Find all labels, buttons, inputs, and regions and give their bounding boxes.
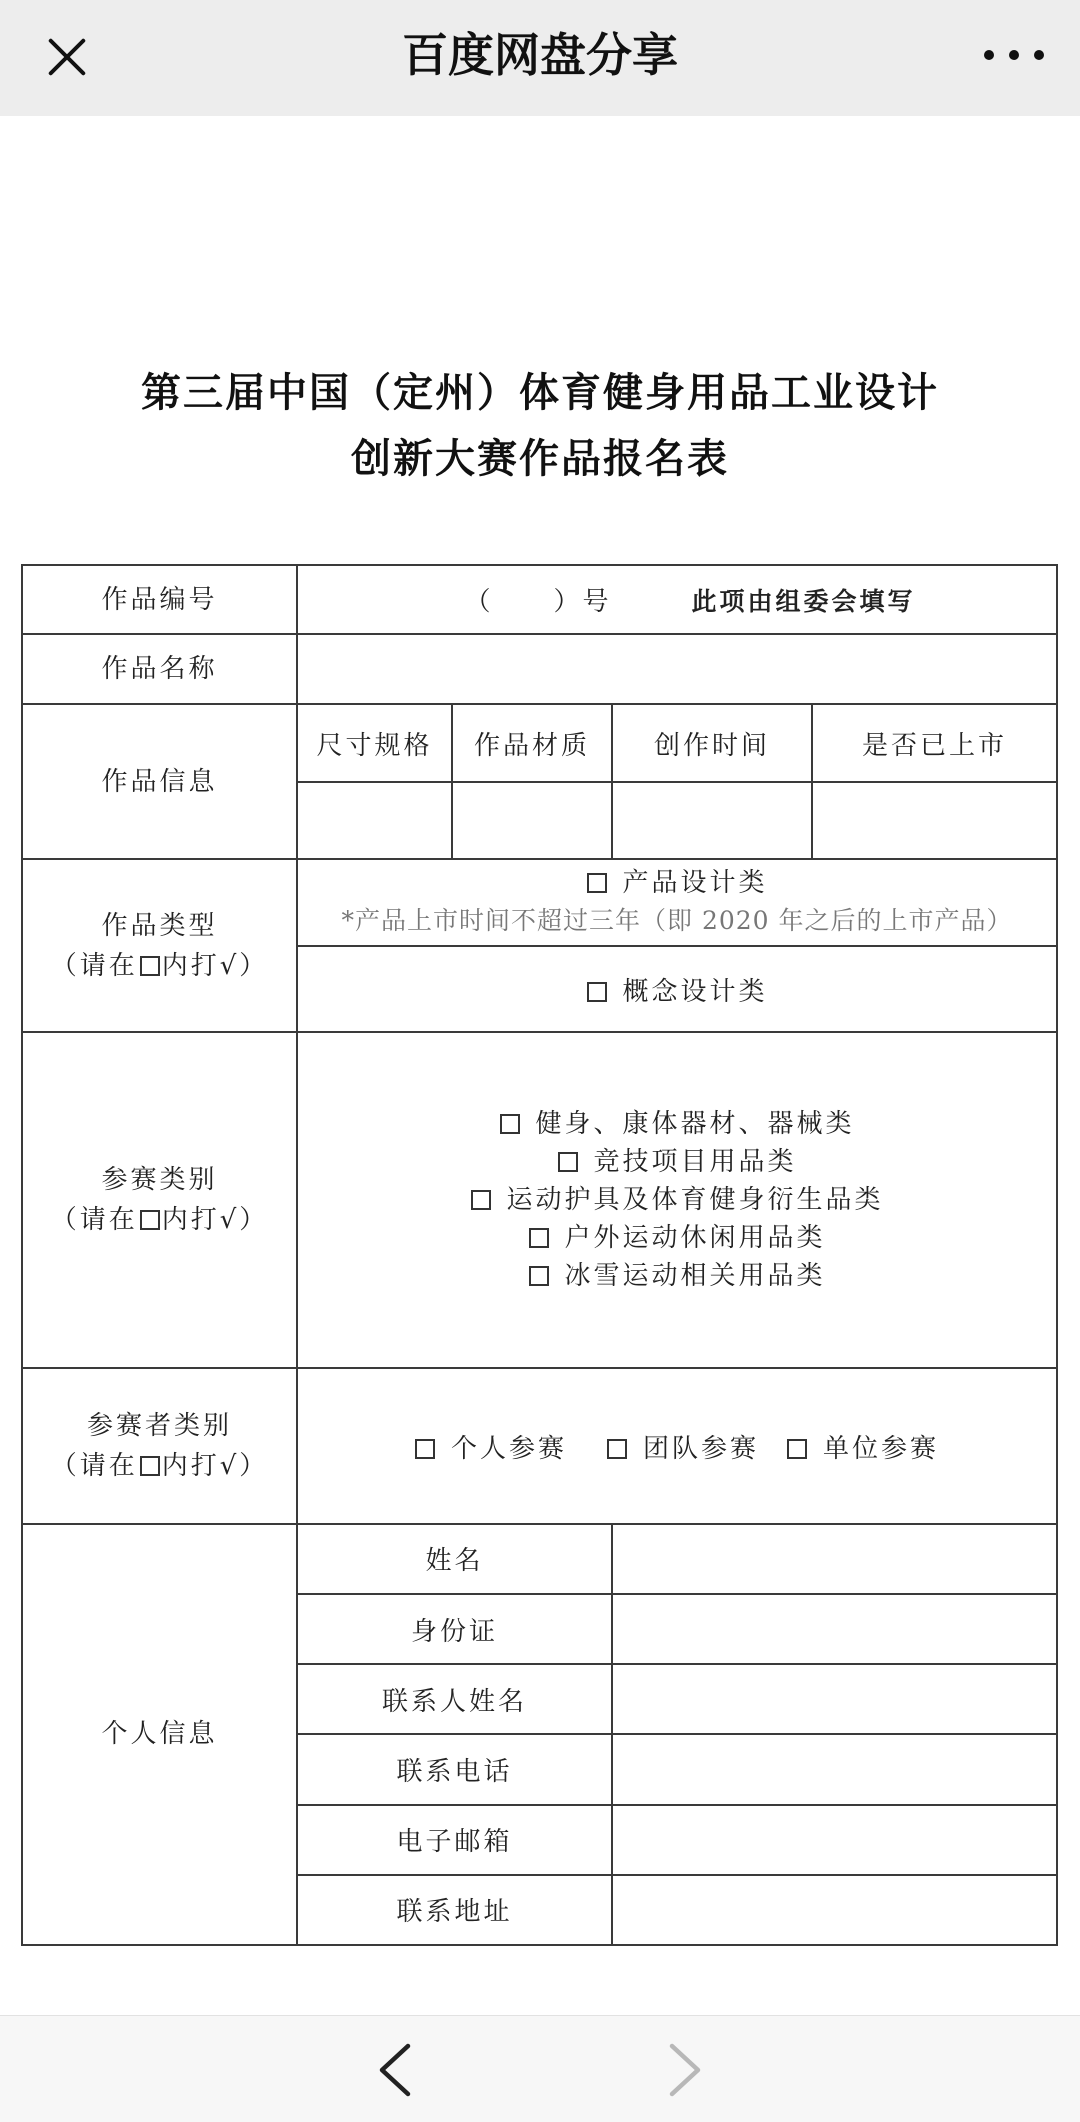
work-number-note: 此项由组委会填写 bbox=[691, 587, 916, 617]
participant-type-hint: （请在 内打√） bbox=[50, 1451, 269, 1482]
competition-category-option[interactable]: 健身、康体器材、器械类 bbox=[298, 1105, 1056, 1143]
work-info-listed-field[interactable] bbox=[812, 782, 1057, 859]
work-type-option1-note: *产品上市时间不超过三年（即 2020 年之后的上市产品） bbox=[341, 906, 1013, 936]
work-info-col-size: 尺寸规格 bbox=[297, 704, 452, 781]
chevron-left-icon[interactable] bbox=[370, 2042, 420, 2098]
work-number-label: 作品编号 bbox=[22, 565, 297, 634]
competition-category-option[interactable]: 冰雪运动相关用品类 bbox=[298, 1257, 1056, 1295]
checkbox-icon[interactable] bbox=[529, 1266, 549, 1286]
work-info-col-time: 创作时间 bbox=[612, 704, 812, 781]
work-name-label: 作品名称 bbox=[22, 634, 297, 704]
competition-category-label: 参赛类别 bbox=[101, 1165, 218, 1196]
personal-field-label-id: 身份证 bbox=[297, 1594, 612, 1664]
personal-address-field[interactable] bbox=[612, 1875, 1057, 1945]
work-type-option1[interactable]: 产品设计类 bbox=[298, 864, 1056, 902]
participant-type-label: 参赛者类别 bbox=[86, 1411, 232, 1442]
competition-category-options bbox=[297, 1032, 1057, 1368]
row-personal-name bbox=[22, 1524, 1057, 1594]
checkbox-icon[interactable] bbox=[471, 1190, 491, 1210]
participant-type-label-cell bbox=[22, 1368, 297, 1523]
work-info-label: 作品信息 bbox=[22, 704, 297, 858]
work-number-cell[interactable] bbox=[297, 565, 1057, 634]
competition-category-option[interactable]: 竞技项目用品类 bbox=[298, 1143, 1056, 1181]
document-title-line1: 第三届中国（定州）体育健身用品工业设计 bbox=[141, 370, 939, 416]
personal-field-label-address: 联系地址 bbox=[297, 1875, 612, 1945]
work-type-label: 作品类型 bbox=[101, 910, 218, 941]
document-title bbox=[0, 360, 1080, 492]
work-type-label-cell bbox=[22, 859, 297, 1033]
work-type-hint: （请在 内打√） bbox=[50, 950, 269, 981]
work-type-option2[interactable]: 概念设计类 bbox=[298, 971, 1056, 1008]
row-work-name bbox=[22, 634, 1057, 704]
checkbox-icon[interactable] bbox=[558, 1152, 578, 1172]
participant-type-option-individual[interactable]: 个人参赛 bbox=[415, 1434, 567, 1464]
close-icon[interactable] bbox=[32, 22, 102, 92]
checkbox-icon[interactable] bbox=[587, 873, 607, 893]
bottom-bar bbox=[0, 2015, 1080, 2122]
work-type-option2-cell bbox=[297, 946, 1057, 1032]
competition-category-option[interactable]: 运动护具及体育健身衍生品类 bbox=[298, 1181, 1056, 1219]
work-info-time-field[interactable] bbox=[612, 782, 812, 859]
personal-contact-name-field[interactable] bbox=[612, 1664, 1057, 1734]
checkbox-icon[interactable] bbox=[607, 1439, 627, 1459]
more-icon[interactable] bbox=[984, 40, 1044, 70]
row-work-type-1 bbox=[22, 859, 1057, 946]
work-info-col-listed: 是否已上市 bbox=[812, 704, 1057, 781]
top-bar bbox=[0, 0, 1080, 116]
personal-field-label-contact-name: 联系人姓名 bbox=[297, 1664, 612, 1734]
participant-type-option-team[interactable]: 团队参赛 bbox=[607, 1434, 759, 1464]
row-work-info-header bbox=[22, 704, 1057, 781]
work-number-prefix: （ bbox=[464, 587, 494, 618]
row-work-number bbox=[22, 565, 1057, 634]
work-info-col-material: 作品材质 bbox=[452, 704, 612, 781]
work-number-suffix: ）号 bbox=[553, 587, 612, 618]
checkbox-icon[interactable] bbox=[415, 1439, 435, 1459]
personal-field-label-phone: 联系电话 bbox=[297, 1734, 612, 1804]
checkbox-icon[interactable] bbox=[500, 1114, 520, 1134]
work-type-option1-cell bbox=[297, 859, 1057, 946]
personal-name-field[interactable] bbox=[612, 1524, 1057, 1594]
checkbox-icon[interactable] bbox=[787, 1439, 807, 1459]
personal-info-label: 个人信息 bbox=[22, 1524, 297, 1945]
page-title: 百度网盘分享 bbox=[402, 28, 678, 82]
work-info-material-field[interactable] bbox=[452, 782, 612, 859]
personal-field-label-name: 姓名 bbox=[297, 1524, 612, 1594]
work-info-size-field[interactable] bbox=[297, 782, 452, 859]
participant-type-options bbox=[297, 1368, 1057, 1523]
competition-category-hint: （请在 内打√） bbox=[50, 1205, 269, 1236]
personal-email-field[interactable] bbox=[612, 1805, 1057, 1875]
personal-id-field[interactable] bbox=[612, 1594, 1057, 1664]
registration-form bbox=[21, 564, 1058, 1946]
personal-phone-field[interactable] bbox=[612, 1734, 1057, 1804]
work-name-field[interactable] bbox=[297, 634, 1057, 704]
chevron-right-icon[interactable] bbox=[660, 2042, 710, 2098]
row-participant-type bbox=[22, 1368, 1057, 1523]
checkbox-icon[interactable] bbox=[529, 1228, 549, 1248]
personal-field-label-email: 电子邮箱 bbox=[297, 1805, 612, 1875]
checkbox-icon[interactable] bbox=[587, 982, 607, 1002]
competition-category-label-cell bbox=[22, 1032, 297, 1368]
document-title-line2: 创新大赛作品报名表 bbox=[351, 436, 729, 482]
row-competition-category bbox=[22, 1032, 1057, 1368]
participant-type-option-organization[interactable]: 单位参赛 bbox=[787, 1434, 939, 1464]
competition-category-option[interactable]: 户外运动休闲用品类 bbox=[298, 1219, 1056, 1257]
